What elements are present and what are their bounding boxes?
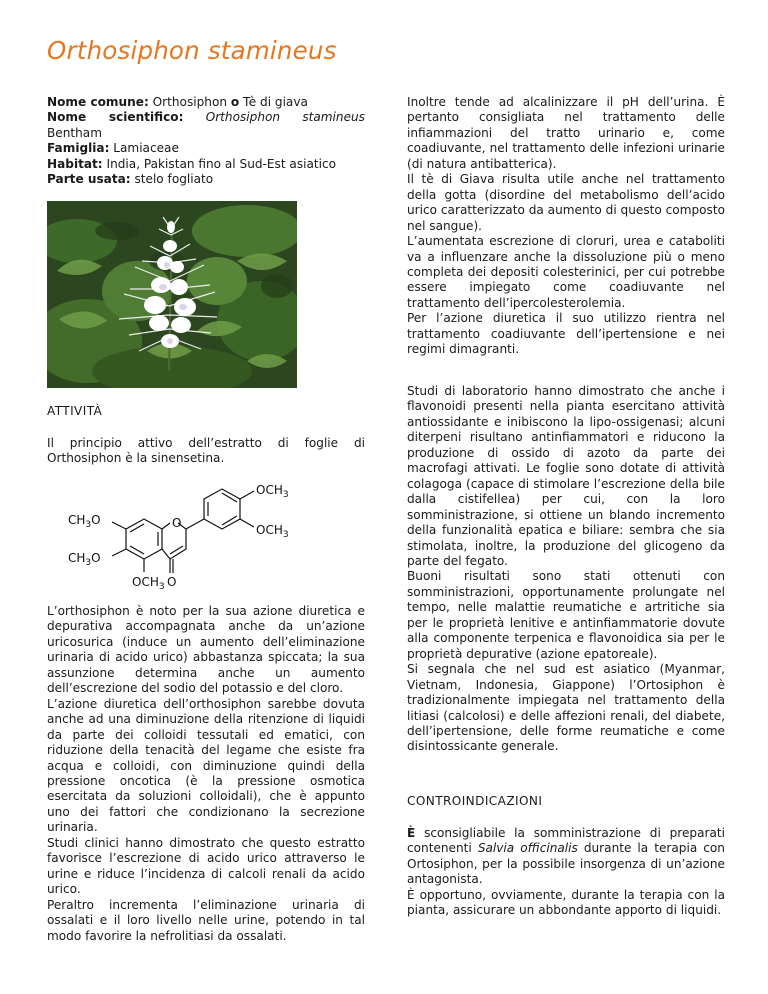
- ch3o-left-label: $CH_3O$: [68, 513, 101, 530]
- common-name-or: o: [230, 95, 240, 109]
- section-heading-controindicazioni: CONTROINDICAZIONI: [407, 794, 543, 808]
- ch3o-bottom-label: $CH_3O$: [68, 551, 101, 568]
- part-used-value: stelo fogliato: [134, 172, 214, 187]
- body-paragraph: Si segnala che nel sud est asiatico (Myanmar, Vietnam, Indonesia, Giappone) l’Ortosiphon è tradizionalmente impiegata nel trattamento della litiasi (calcolosi) e delle affezioni renali, del diabete, dell’ipertensione, delle forme reumatiche e come disintossicante generale.: [407, 662, 725, 754]
- body-paragraph: Studi di laboratorio hanno dimostrato che anche i flavonoidi presenti nella pianta esercitano attività antiossidante e inibiscono la lipo-ossigenasi; alcuni diterpeni risultano antinfiammatori e riducono la produzione di ossido di azoto da parte dei macrofagi attivati. Le foglie sono dotate di attività colagoga (capace di stimolare l’escrezione della bile dalla cistifellea) per cui, con la loro somministrazione, si ottiene un blando incremento della funzionalità epatica e biliare: sembra che sia stimolata, inoltre, la produzione del glicogeno da parte del fegato.: [407, 384, 725, 568]
- page-title: Orthosiphon stamineus: [47, 36, 337, 65]
- common-name-label: Nome comune:: [47, 95, 149, 109]
- body-paragraph: Per l’azione diuretica il suo utilizzo rientra nel trattamento coadiuvante dell’ipertensione e nei regimi dimagranti.: [407, 311, 725, 357]
- paragraph-initial: È: [407, 826, 416, 840]
- principio-paragraph: Il principio attivo dell’estratto di foglie di Orthosiphon è la sinensetina.: [47, 436, 365, 466]
- habitat-row: [47, 157, 365, 172]
- body-paragraph: Studi clinici hanno dimostrato che questo estratto favorisce l’escrezione di acido urico attraverso le urine e riduce l’incidenza di calcoli renali da acido urico.: [47, 835, 365, 897]
- body-paragraph: Peraltro incrementa l’eliminazione urinaria di ossalati e il loro livello nelle urine, potendo in tal modo favorire la nefrolitiasi da ossalati.: [47, 897, 365, 943]
- body-paragraph: L’azione diuretica dell’orthosiphon sarebbe dovuta anche ad una diminuzione della ritenzione di liquidi da parte dei colloidi tessutali ed ematici, con riduzione della tenacità del legame che esiste fra acqua e colloidi, con diminuzione quindi della pressione oncotica (è la pressione osmotica esercitata da soluzioni colloidali), che è appunto uno dei fattori che condizionano la secrezione urinaria.: [47, 696, 365, 835]
- scientific-name-label: Nome scientifico:: [47, 110, 184, 125]
- plant-metadata: [47, 95, 365, 188]
- left-body-text: [47, 604, 365, 944]
- body-paragraph: L’aumentata escrezione di cloruri, urea e cataboliti va a influenzare anche la dissoluzione più o meno completa dei depositi colesterinici, per cui potrebbe essere impiegato come coadiuvante nel trattamento dell’ipercolesterolemia.: [407, 234, 725, 310]
- body-paragraph: L’orthosiphon è noto per la sua azione diuretica e depurativa accompagnata anche da un’azione uricosurica (induce un aumento dell’eliminazione urinaria di acido urico) abbastanza spiccata; la sua assunzione determina anche un aumento dell’escrezione del sodio del potassio e del cloro.: [47, 604, 365, 696]
- common-name-value-1: Orthosiphon: [152, 95, 228, 109]
- plant-photo: [47, 201, 297, 388]
- section-heading-attivita: ATTIVITÀ: [47, 404, 103, 418]
- common-name-value-2: Tè di giava: [243, 95, 308, 109]
- habitat-value: India, Pakistan fino al Sud-Est asiatico: [106, 156, 337, 171]
- part-used-label: Parte usata:: [47, 172, 131, 187]
- right-body-text-2: [407, 384, 725, 755]
- right-body-text-1: [407, 95, 725, 358]
- family-value: Lamiaceae: [113, 141, 179, 156]
- common-name-row: [47, 95, 365, 110]
- family-label: Famiglia:: [47, 141, 110, 156]
- part-used-row: [47, 172, 365, 187]
- chemical-structure: [60, 482, 300, 592]
- body-paragraph: Buoni risultati sono stati ottenuti con somministrazioni, opportunamente prolungate nel tempo, nelle malattie reumatiche e artritiche sia per le proprietà lenitive e antinfiammatorie dovute alla componente terpenica e flavonoidica sia per le proprietà depurative (azione epatoreale).: [407, 569, 725, 661]
- ring-oxygen-label: O: [172, 516, 182, 530]
- controindicazioni-text: [407, 826, 725, 919]
- body-paragraph: Il tè di Giava risulta utile anche nel trattamento della gotta (disordine del metabolismo dell’acido urico caratterizzato da aumento di questo composto nel sangue).: [407, 172, 725, 233]
- body-paragraph: Inoltre tende ad alcalinizzare il pH dell’urina. È pertanto consigliata nel trattamento delle infiammazioni del tratto urinario e, come coadiuvante, nel trattamento delle infezioni urinarie (di natura antibatterica).: [407, 95, 725, 171]
- och3-top-label: $OCH_3$: [256, 483, 289, 500]
- body-paragraph: È opportuno, ovviamente, durante la terapia con la pianta, assicurare un abbondante apporto di liquidi.: [407, 887, 725, 918]
- och3-right-label: $OCH_3$: [256, 523, 289, 540]
- och3-bottom-label: $OCH_3$: [132, 575, 165, 592]
- family-row: [47, 141, 365, 156]
- carbonyl-oxygen-label: O: [167, 575, 177, 589]
- body-paragraph: È sconsigliabile la somministrazione di preparati contenenti Salvia officinalis durante la terapia con Ortosiphon, per la possibile insorgenza di un’azione antagonista.: [407, 826, 725, 887]
- scientific-author: Bentham: [47, 125, 103, 140]
- scientific-name-value: Orthosiphon stamineus: [205, 110, 365, 125]
- salvia-name: Salvia officinalis: [477, 841, 578, 856]
- scientific-name-row: [47, 110, 365, 125]
- habitat-label: Habitat:: [47, 156, 103, 171]
